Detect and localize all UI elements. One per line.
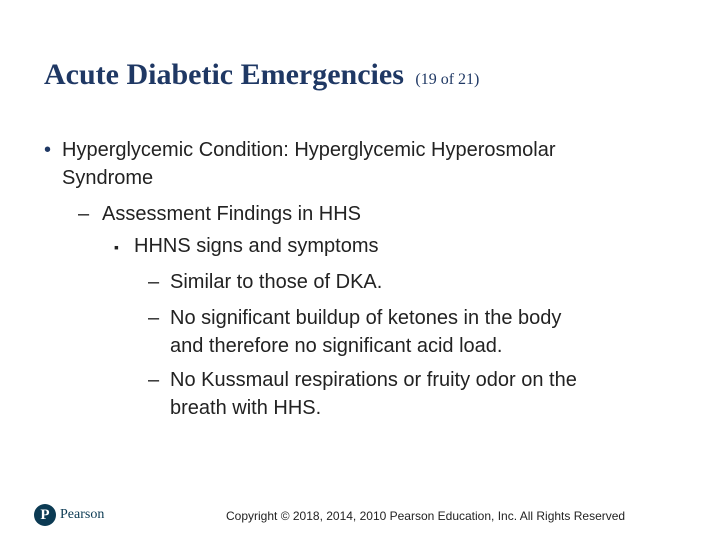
slide-counter: (19 of 21)	[415, 71, 480, 88]
bullet-level1-text: Hyperglycemic Condition: Hyperglycemic Hyperosmolar	[62, 139, 556, 161]
bullet-level4-text: Similar to those of DKA.	[170, 271, 383, 293]
pearson-logo	[34, 504, 104, 526]
bullet-level3-text: HHNS signs and symptoms	[134, 235, 379, 257]
bullet-level4-text-cont: and therefore no significant acid load.	[170, 335, 503, 357]
bullet-level2-marker: –	[78, 203, 90, 225]
pearson-logo-icon: P	[34, 504, 56, 526]
copyright-notice: Copyright © 2018, 2014, 2010 Pearson Education, Inc. All Rights Reserved	[226, 509, 626, 523]
slide-title-text: Acute Diabetic Emergencies	[44, 58, 404, 91]
bullet-level4-text: No Kussmaul respirations or fruity odor on the	[170, 369, 577, 391]
slide-title	[44, 58, 479, 92]
bullet-level4-text-cont: breath with HHS.	[170, 397, 322, 419]
bullet-level4-marker: –	[148, 369, 160, 391]
bullet-level4-text: No significant buildup of ketones in the body	[170, 307, 562, 329]
bullet-marker: •	[44, 139, 52, 161]
pearson-logo-text: Pearson	[60, 507, 105, 522]
bullet-level4-marker: –	[148, 307, 160, 329]
bullet-level3-marker: ▪	[114, 239, 119, 255]
bullet-level2-text: Assessment Findings in HHS	[102, 203, 361, 225]
bullet-level1-text-cont: Syndrome	[62, 167, 154, 189]
bullet-level4-marker: –	[148, 271, 160, 293]
bullet-level1	[44, 136, 51, 164]
